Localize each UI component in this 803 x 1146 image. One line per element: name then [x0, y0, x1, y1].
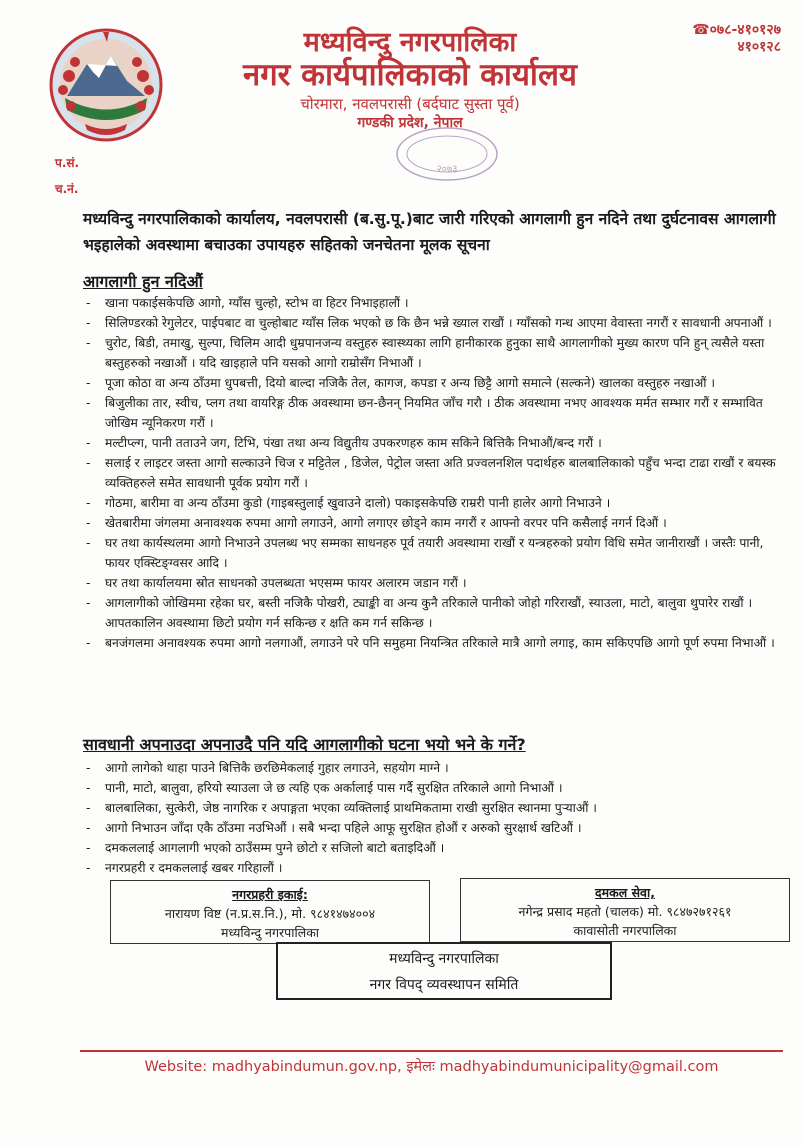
office-stamp [392, 124, 502, 184]
list-item: - खेतबारीमा जंगलमा अनावश्यक रुपमा आगो लगाउने, आगो लगाएर छोड्ने काम नगरौं र आफ्नो वरपर पनि कसैलाई नगर्न दिऔं । [83, 513, 791, 533]
list-item: - दमकललाई आगलागी भएको ठाउँसम्म पुग्ने छोटो र सजिलो बाटो बताइदिऔं । [83, 838, 791, 858]
list-item: - पानी, माटो, बालुवा, हरियो स्याउला जे छ त्यहि एक अर्कालाई पास गर्दै सुरक्षित तरिकाले आगो निभाऔं । [83, 778, 791, 798]
list-item: - सलाई र लाइटर जस्ता आगो सल्काउने चिज र मट्टितेल , डिजेल, पेट्रोल जस्ता अति प्रज्वलनशिल पदार्थहरु बालबालिकाको पहुँच भन्दा टाढा राखौं र बयस्क व्यक्तिहरुले समेत सावधानी पूर्वक प्रयोग गरौं । [83, 453, 791, 493]
list-item: - बिजुलीका तार, स्वीच, प्लग तथा वायरिङ्ग ठीक अवस्थामा छन-छैनन् नियमित जाँच गरौ । ठीक अवस्थामा नभए आवश्यक मर्मत सम्भार गरौं र सम्भावित जोखिम न्यूनिकरण गरौं । [83, 393, 791, 433]
stamp-year: २०७३ [436, 164, 458, 175]
ref-cn-label: च.नं. [55, 182, 79, 196]
phone-line-1: ☎०७८-४१०१२७ [692, 22, 781, 38]
fire-title: दमकल सेवा, [595, 885, 655, 900]
list-item: - आगो निभाउन जाँदा एकै ठाँउमा नउभिऔं । सबै भन्दा पहिले आफू सुरक्षित होऔं र अरुको सुरक्षार्थ खटिऔं । [83, 818, 791, 838]
footer-contact: Website: madhyabindumun.gov.np, इमेलः madhyabindumunicipality@gmail.com [144, 1059, 719, 1075]
list-item: - आगलागीको जोखिममा रहेका घर, बस्ती नजिकै पोखरी, ट्याङ्की वा अन्य कुनै तरिकाले पानीको जोहो गरिराखौं, स्याउला, माटो, बालुवा थुपारेर राखौं । आपतकालिन अवस्थामा छिटो प्रयोग गर्न सकिन्छ र क्षति कम गर्न सकिन्छ । [83, 593, 791, 633]
office-address: चोरमारा, नवलपरासी (बर्दघाट सुस्ता पूर्व) [300, 95, 520, 113]
nepal-government-emblem-icon [47, 26, 165, 144]
section2-title: सावधानी अपनाउदा अपनाउदै पनि यदि आगलागीको घटना भयो भने के गर्ने? [83, 735, 526, 754]
list-item: - बालबालिका, सुत्केरी, जेष्ठ नागरिक र अपाङ्गता भएका व्यक्तिलाई प्राथमिकतामा राखी सुरक्षित स्थानमा पुऱ्याऔं । [83, 798, 791, 818]
org-name: मध्यविन्दु नगरपालिका [303, 27, 517, 58]
notice-headline: मध्यविन्दु नगरपालिकाको कार्यालय, नवलपरासी (ब.सु.पू.)बाट जारी गरिएको आगलागी हुन नदिने तथा दुर्घटनावस आगलागी भइहालेको अवस्थामा बचाउका उपायहरु सहितको जनचेतना मूलक सूचना [83, 210, 776, 254]
list-item: - गोठमा, बारीमा वा अन्य ठाँउमा कुडो (गाइबस्तुलाई खुवाउने दालो) पकाइसकेपछि राम्ररी पानी हालेर आगो निभाउने । [83, 493, 791, 513]
committee-box [276, 942, 612, 1000]
list-item: - बनजंगलमा अनावश्यक रुपमा आगो नलगाऔं, लगाउने परे पनि समुहमा नियन्त्रित तरिकाले मात्रै आगो लगाइ, काम सकिएपछि आगो पूर्ण रुपमा निभाऔं । [83, 633, 791, 653]
committee-line-1: मध्यविन्दु नगरपालिका [389, 951, 499, 967]
fire-line-2: कावासोती नगरपालिका [573, 923, 677, 938]
letterhead [175, 28, 645, 132]
committee-line-2: नगर विपद् व्यवस्थापन समिति [369, 977, 519, 993]
list-item: - नगरप्रहरी र दमकललाई खबर गरिहालौं । [83, 858, 791, 878]
list-item: - पूजा कोठा वा अन्य ठाँउमा धुपबत्ती, दियो बाल्दा नजिकै तेल, कागज, कपडा र अन्य छिट्टै आगो समात्ने (सल्कने) खालका वस्तुहरु नखाऔं । [83, 373, 791, 393]
office-name: नगर कार्यपालिकाको कार्यालय [243, 57, 577, 93]
list-item: - खाना पकाईसकेपछि आगो, ग्याँस चुल्हो, स्टोभ वा हिटर निभाइहालौं । [83, 293, 791, 313]
phone-line-2: ४१०१२८ [737, 39, 781, 55]
fire-contact-box [460, 878, 790, 942]
section2-list [83, 758, 791, 878]
list-item: - चुरोट, बिडी, तमाखु, सुल्पा, चिलिम आदी धुम्रपानजन्य वस्तुहरु स्वास्थ्यका लागि हानीकारक हुनुका साथै आगलागीको मुख्य कारण पनि हुन् त्यसैले यस्ता बस्तुहरुको नखाऔं । यदि खाइहाले पनि यसको आगो राम्रोसँग निभाऔं । [83, 333, 791, 373]
police-title: नगरप्रहरी इकाई: [232, 887, 308, 902]
section1-list [83, 293, 791, 653]
footer-divider [80, 1050, 783, 1052]
list-item: - घर तथा कार्यस्थलमा आगो निभाउने उपलब्ध भए सम्मका साधनहरु पूर्व तयारी अवस्थामा राखौं र यन्त्रहरुको प्रयोग विधि समेत जानीराखौं । जस्तैः पानी, फायर एक्स्टिङ्ग्वसर आदि । [83, 533, 791, 573]
police-contact-box [110, 880, 430, 944]
section1-title: आगलागी हुन नदिऔं [83, 272, 203, 291]
list-item: - घर तथा कार्यालयमा स्रोत साधनको उपलब्धता भएसम्म फायर अलारम जडान गरौं । [83, 573, 791, 593]
list-item: - सिलिण्डरको रेगुलेटर, पाईपबाट वा चुल्होबाट ग्याँस लिक भएको छ कि छैन भन्ने ख्याल राखौं । ग्याँसको गन्ध आएमा वेवास्ता नगरौं र सावधानी अपनाऔं । [83, 313, 791, 333]
phone-numbers [692, 22, 781, 56]
list-item: - मल्टीप्ल्ग, पानी तताउने जग, टिभि, पंखा तथा अन्य विद्युतीय उपकरणहरु काम सकिने बित्तिकै निभाऔं/बन्द गरौं । [83, 433, 791, 453]
list-item: - आगो लागेको थाहा पाउने बित्तिकै छरछिमेकलाई गुहार लगाउने, सहयोग माग्ने । [83, 758, 791, 778]
province: गण्डकी प्रदेश, नेपाल [357, 115, 463, 131]
reference-fields [55, 150, 79, 202]
police-line-2: मध्यविन्दु नगरपालिका [220, 925, 320, 940]
ref-ps-label: प.सं. [55, 156, 80, 170]
police-line-1: नारायण विष्ट (न.प्र.स.नि.), मो. ९८४१४७४००४ [164, 906, 376, 921]
fire-line-1: नगेन्द्र प्रसाद महतो (चालक) मो. ९८४७२७१२६१ [518, 904, 732, 919]
